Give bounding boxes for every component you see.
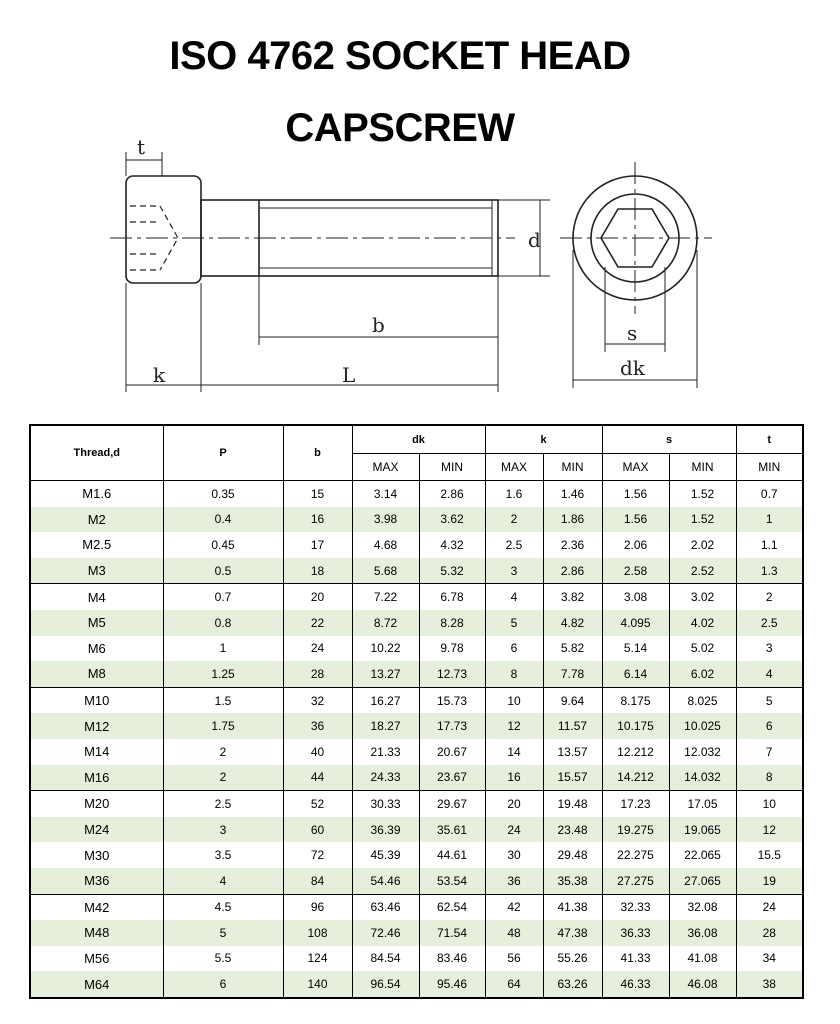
cell-p: 0.5 bbox=[163, 558, 283, 584]
cell-t-min: 3 bbox=[736, 636, 803, 662]
cell-p: 5 bbox=[163, 920, 283, 946]
cell-k-max: 36 bbox=[485, 868, 543, 894]
cell-b: 16 bbox=[283, 507, 352, 533]
cell-s-max: 41.33 bbox=[602, 946, 669, 972]
cell-k-min: 1.46 bbox=[543, 481, 602, 507]
screw-head-outline bbox=[126, 176, 201, 283]
cell-b: 36 bbox=[283, 713, 352, 739]
header-dk-min: MIN bbox=[419, 454, 485, 481]
label-L: L bbox=[342, 363, 356, 387]
cell-p: 0.4 bbox=[163, 507, 283, 533]
table-row bbox=[30, 532, 803, 558]
cell-dk-min: 35.61 bbox=[419, 817, 485, 843]
cell-s-min: 19.065 bbox=[669, 817, 736, 843]
cell-t-min: 8 bbox=[736, 765, 803, 791]
cell-t-min: 6 bbox=[736, 713, 803, 739]
cell-b: 15 bbox=[283, 481, 352, 507]
cell-b: 72 bbox=[283, 842, 352, 868]
cell-s-max: 17.23 bbox=[602, 791, 669, 817]
cell-dk-max: 18.27 bbox=[352, 713, 419, 739]
cell-k-max: 56 bbox=[485, 946, 543, 972]
cell-b: 140 bbox=[283, 971, 352, 998]
header-t: t bbox=[736, 425, 803, 454]
cell-dk-min: 15.73 bbox=[419, 687, 485, 713]
label-d: d bbox=[528, 228, 541, 252]
cell-b: 44 bbox=[283, 765, 352, 791]
cell-b: 124 bbox=[283, 946, 352, 972]
cell-s-min: 32.08 bbox=[669, 894, 736, 920]
cell-thread: M2 bbox=[30, 507, 163, 533]
cell-dk-max: 10.22 bbox=[352, 636, 419, 662]
header-dk: dk bbox=[352, 425, 485, 454]
cell-s-min: 2.02 bbox=[669, 532, 736, 558]
cell-s-max: 8.175 bbox=[602, 687, 669, 713]
cell-k-max: 24 bbox=[485, 817, 543, 843]
cell-thread: M24 bbox=[30, 817, 163, 843]
cell-dk-min: 2.86 bbox=[419, 481, 485, 507]
cell-k-min: 29.48 bbox=[543, 842, 602, 868]
cell-t-min: 2.5 bbox=[736, 610, 803, 636]
cell-t-min: 7 bbox=[736, 739, 803, 765]
cell-t-min: 24 bbox=[736, 894, 803, 920]
cell-dk-max: 30.33 bbox=[352, 791, 419, 817]
cell-k-max: 12 bbox=[485, 713, 543, 739]
cell-s-max: 22.275 bbox=[602, 842, 669, 868]
table-row bbox=[30, 894, 803, 920]
cell-b: 108 bbox=[283, 920, 352, 946]
cell-k-min: 2.86 bbox=[543, 558, 602, 584]
cell-dk-max: 4.68 bbox=[352, 532, 419, 558]
cell-thread: M36 bbox=[30, 868, 163, 894]
label-k: k bbox=[153, 363, 166, 387]
cell-b: 84 bbox=[283, 868, 352, 894]
cell-thread: M1.6 bbox=[30, 481, 163, 507]
cell-thread: M6 bbox=[30, 636, 163, 662]
cell-b: 28 bbox=[283, 661, 352, 687]
cell-k-min: 23.48 bbox=[543, 817, 602, 843]
cell-k-max: 10 bbox=[485, 687, 543, 713]
cell-dk-min: 62.54 bbox=[419, 894, 485, 920]
cell-t-min: 38 bbox=[736, 971, 803, 998]
cell-k-min: 35.38 bbox=[543, 868, 602, 894]
cell-s-min: 4.02 bbox=[669, 610, 736, 636]
cell-k-max: 64 bbox=[485, 971, 543, 998]
cell-s-min: 46.08 bbox=[669, 971, 736, 998]
header-thread: Thread,d bbox=[30, 425, 163, 481]
cell-k-max: 14 bbox=[485, 739, 543, 765]
cell-dk-min: 8.28 bbox=[419, 610, 485, 636]
cell-s-max: 1.56 bbox=[602, 507, 669, 533]
cell-s-min: 17.05 bbox=[669, 791, 736, 817]
cell-k-max: 5 bbox=[485, 610, 543, 636]
cell-b: 40 bbox=[283, 739, 352, 765]
cell-k-max: 16 bbox=[485, 765, 543, 791]
cell-k-max: 2 bbox=[485, 507, 543, 533]
cell-t-min: 4 bbox=[736, 661, 803, 687]
cell-dk-max: 54.46 bbox=[352, 868, 419, 894]
cell-p: 2 bbox=[163, 765, 283, 791]
header-dk-max: MAX bbox=[352, 454, 419, 481]
cell-k-min: 13.57 bbox=[543, 739, 602, 765]
table-row bbox=[30, 971, 803, 998]
cell-b: 60 bbox=[283, 817, 352, 843]
cell-s-max: 6.14 bbox=[602, 661, 669, 687]
cell-b: 17 bbox=[283, 532, 352, 558]
cell-t-min: 2 bbox=[736, 584, 803, 610]
cell-thread: M64 bbox=[30, 971, 163, 998]
cell-t-min: 1.3 bbox=[736, 558, 803, 584]
label-s: s bbox=[627, 321, 638, 345]
cell-dk-min: 3.62 bbox=[419, 507, 485, 533]
cell-k-min: 19.48 bbox=[543, 791, 602, 817]
cell-dk-min: 17.73 bbox=[419, 713, 485, 739]
cell-t-min: 10 bbox=[736, 791, 803, 817]
dimension-table bbox=[29, 424, 804, 999]
cell-p: 0.7 bbox=[163, 584, 283, 610]
cell-dk-max: 72.46 bbox=[352, 920, 419, 946]
table-row bbox=[30, 765, 803, 791]
cell-dk-min: 9.78 bbox=[419, 636, 485, 662]
header-p: P bbox=[163, 425, 283, 481]
cell-t-min: 12 bbox=[736, 817, 803, 843]
cell-t-min: 1 bbox=[736, 507, 803, 533]
cell-s-max: 4.095 bbox=[602, 610, 669, 636]
cell-k-max: 2.5 bbox=[485, 532, 543, 558]
cell-thread: M42 bbox=[30, 894, 163, 920]
cell-p: 4 bbox=[163, 868, 283, 894]
cell-s-min: 41.08 bbox=[669, 946, 736, 972]
cell-p: 0.45 bbox=[163, 532, 283, 558]
cell-dk-min: 95.46 bbox=[419, 971, 485, 998]
capscrew-drawing bbox=[0, 130, 840, 410]
cell-thread: M48 bbox=[30, 920, 163, 946]
table-row bbox=[30, 713, 803, 739]
page-subtitle: CAPSCREW bbox=[285, 106, 515, 150]
table-row bbox=[30, 636, 803, 662]
table-row bbox=[30, 507, 803, 533]
cell-s-min: 10.025 bbox=[669, 713, 736, 739]
cell-dk-min: 5.32 bbox=[419, 558, 485, 584]
cell-s-max: 2.58 bbox=[602, 558, 669, 584]
cell-dk-min: 71.54 bbox=[419, 920, 485, 946]
cell-k-min: 15.57 bbox=[543, 765, 602, 791]
cell-thread: M3 bbox=[30, 558, 163, 584]
cell-dk-min: 6.78 bbox=[419, 584, 485, 610]
cell-p: 6 bbox=[163, 971, 283, 998]
cell-thread: M4 bbox=[30, 584, 163, 610]
cell-t-min: 19 bbox=[736, 868, 803, 894]
cell-p: 1.75 bbox=[163, 713, 283, 739]
table-row bbox=[30, 687, 803, 713]
cell-p: 0.35 bbox=[163, 481, 283, 507]
cell-dk-max: 24.33 bbox=[352, 765, 419, 791]
cell-s-max: 3.08 bbox=[602, 584, 669, 610]
cell-dk-max: 5.68 bbox=[352, 558, 419, 584]
cell-s-max: 19.275 bbox=[602, 817, 669, 843]
cell-s-max: 1.56 bbox=[602, 481, 669, 507]
cell-k-min: 2.36 bbox=[543, 532, 602, 558]
cell-s-min: 8.025 bbox=[669, 687, 736, 713]
cell-dk-min: 12.73 bbox=[419, 661, 485, 687]
cell-s-min: 2.52 bbox=[669, 558, 736, 584]
cell-dk-min: 23.67 bbox=[419, 765, 485, 791]
cell-s-min: 12.032 bbox=[669, 739, 736, 765]
cell-dk-max: 45.39 bbox=[352, 842, 419, 868]
cell-thread: M12 bbox=[30, 713, 163, 739]
cell-s-min: 3.02 bbox=[669, 584, 736, 610]
cell-k-max: 20 bbox=[485, 791, 543, 817]
cell-s-max: 32.33 bbox=[602, 894, 669, 920]
label-t: t bbox=[137, 135, 146, 159]
label-b: b bbox=[372, 313, 385, 337]
cell-dk-max: 3.14 bbox=[352, 481, 419, 507]
cell-p: 0.8 bbox=[163, 610, 283, 636]
cell-p: 1.5 bbox=[163, 687, 283, 713]
cell-b: 24 bbox=[283, 636, 352, 662]
cell-dk-max: 16.27 bbox=[352, 687, 419, 713]
cell-dk-min: 83.46 bbox=[419, 946, 485, 972]
cell-k-max: 8 bbox=[485, 661, 543, 687]
cell-dk-max: 21.33 bbox=[352, 739, 419, 765]
cell-p: 4.5 bbox=[163, 894, 283, 920]
cell-k-min: 9.64 bbox=[543, 687, 602, 713]
cell-dk-max: 84.54 bbox=[352, 946, 419, 972]
cell-k-max: 30 bbox=[485, 842, 543, 868]
cell-k-min: 47.38 bbox=[543, 920, 602, 946]
table-row bbox=[30, 610, 803, 636]
cell-t-min: 28 bbox=[736, 920, 803, 946]
cell-k-min: 11.57 bbox=[543, 713, 602, 739]
cell-k-min: 3.82 bbox=[543, 584, 602, 610]
cell-t-min: 5 bbox=[736, 687, 803, 713]
cell-dk-max: 13.27 bbox=[352, 661, 419, 687]
cell-s-min: 5.02 bbox=[669, 636, 736, 662]
cell-b: 22 bbox=[283, 610, 352, 636]
table-row bbox=[30, 920, 803, 946]
cell-k-max: 42 bbox=[485, 894, 543, 920]
cell-s-max: 14.212 bbox=[602, 765, 669, 791]
cell-dk-min: 44.61 bbox=[419, 842, 485, 868]
header-t-min: MIN bbox=[736, 454, 803, 481]
cell-thread: M16 bbox=[30, 765, 163, 791]
cell-p: 1.25 bbox=[163, 661, 283, 687]
cell-b: 32 bbox=[283, 687, 352, 713]
header-k: k bbox=[485, 425, 602, 454]
table-row bbox=[30, 739, 803, 765]
table-row bbox=[30, 584, 803, 610]
cell-s-max: 36.33 bbox=[602, 920, 669, 946]
cell-t-min: 1.1 bbox=[736, 532, 803, 558]
cell-p: 2 bbox=[163, 739, 283, 765]
cell-k-min: 41.38 bbox=[543, 894, 602, 920]
cell-p: 5.5 bbox=[163, 946, 283, 972]
cell-b: 18 bbox=[283, 558, 352, 584]
cell-s-min: 14.032 bbox=[669, 765, 736, 791]
cell-t-min: 15.5 bbox=[736, 842, 803, 868]
cell-k-min: 1.86 bbox=[543, 507, 602, 533]
cell-dk-max: 3.98 bbox=[352, 507, 419, 533]
cell-dk-min: 29.67 bbox=[419, 791, 485, 817]
cell-k-min: 4.82 bbox=[543, 610, 602, 636]
header-s-min: MIN bbox=[669, 454, 736, 481]
cell-s-min: 27.065 bbox=[669, 868, 736, 894]
table-row bbox=[30, 558, 803, 584]
table-row bbox=[30, 481, 803, 507]
table-row bbox=[30, 791, 803, 817]
cell-p: 2.5 bbox=[163, 791, 283, 817]
label-dk: dk bbox=[620, 356, 645, 380]
header-k-max: MAX bbox=[485, 454, 543, 481]
cell-k-max: 48 bbox=[485, 920, 543, 946]
cell-s-min: 1.52 bbox=[669, 481, 736, 507]
cell-b: 52 bbox=[283, 791, 352, 817]
cell-thread: M5 bbox=[30, 610, 163, 636]
header-s: s bbox=[602, 425, 736, 454]
cell-b: 96 bbox=[283, 894, 352, 920]
cell-dk-min: 20.67 bbox=[419, 739, 485, 765]
cell-thread: M8 bbox=[30, 661, 163, 687]
cell-k-min: 5.82 bbox=[543, 636, 602, 662]
cell-p: 1 bbox=[163, 636, 283, 662]
header-s-max: MAX bbox=[602, 454, 669, 481]
cell-dk-max: 7.22 bbox=[352, 584, 419, 610]
cell-thread: M14 bbox=[30, 739, 163, 765]
cell-k-max: 3 bbox=[485, 558, 543, 584]
cell-s-min: 1.52 bbox=[669, 507, 736, 533]
cell-b: 20 bbox=[283, 584, 352, 610]
cell-t-min: 34 bbox=[736, 946, 803, 972]
cell-s-max: 10.175 bbox=[602, 713, 669, 739]
cell-s-min: 22.065 bbox=[669, 842, 736, 868]
page-title: ISO 4762 SOCKET HEAD bbox=[169, 34, 631, 78]
cell-k-max: 6 bbox=[485, 636, 543, 662]
table-row bbox=[30, 868, 803, 894]
cell-thread: M20 bbox=[30, 791, 163, 817]
cell-t-min: 0.7 bbox=[736, 481, 803, 507]
cell-k-max: 1.6 bbox=[485, 481, 543, 507]
cell-dk-min: 53.54 bbox=[419, 868, 485, 894]
cell-dk-max: 96.54 bbox=[352, 971, 419, 998]
cell-s-max: 12.212 bbox=[602, 739, 669, 765]
cell-p: 3 bbox=[163, 817, 283, 843]
cell-thread: M2.5 bbox=[30, 532, 163, 558]
cell-thread: M10 bbox=[30, 687, 163, 713]
cell-s-max: 5.14 bbox=[602, 636, 669, 662]
table-row bbox=[30, 842, 803, 868]
table-row bbox=[30, 817, 803, 843]
cell-dk-max: 36.39 bbox=[352, 817, 419, 843]
cell-k-max: 4 bbox=[485, 584, 543, 610]
cell-p: 3.5 bbox=[163, 842, 283, 868]
cell-s-min: 36.08 bbox=[669, 920, 736, 946]
cell-dk-max: 63.46 bbox=[352, 894, 419, 920]
cell-dk-max: 8.72 bbox=[352, 610, 419, 636]
header-k-min: MIN bbox=[543, 454, 602, 481]
header-b: b bbox=[283, 425, 352, 481]
cell-k-min: 7.78 bbox=[543, 661, 602, 687]
cell-s-max: 27.275 bbox=[602, 868, 669, 894]
cell-s-min: 6.02 bbox=[669, 661, 736, 687]
cell-k-min: 55.26 bbox=[543, 946, 602, 972]
cell-thread: M30 bbox=[30, 842, 163, 868]
table-row bbox=[30, 946, 803, 972]
cell-k-min: 63.26 bbox=[543, 971, 602, 998]
cell-dk-min: 4.32 bbox=[419, 532, 485, 558]
cell-s-max: 46.33 bbox=[602, 971, 669, 998]
cell-s-max: 2.06 bbox=[602, 532, 669, 558]
cell-thread: M56 bbox=[30, 946, 163, 972]
table-row bbox=[30, 661, 803, 687]
